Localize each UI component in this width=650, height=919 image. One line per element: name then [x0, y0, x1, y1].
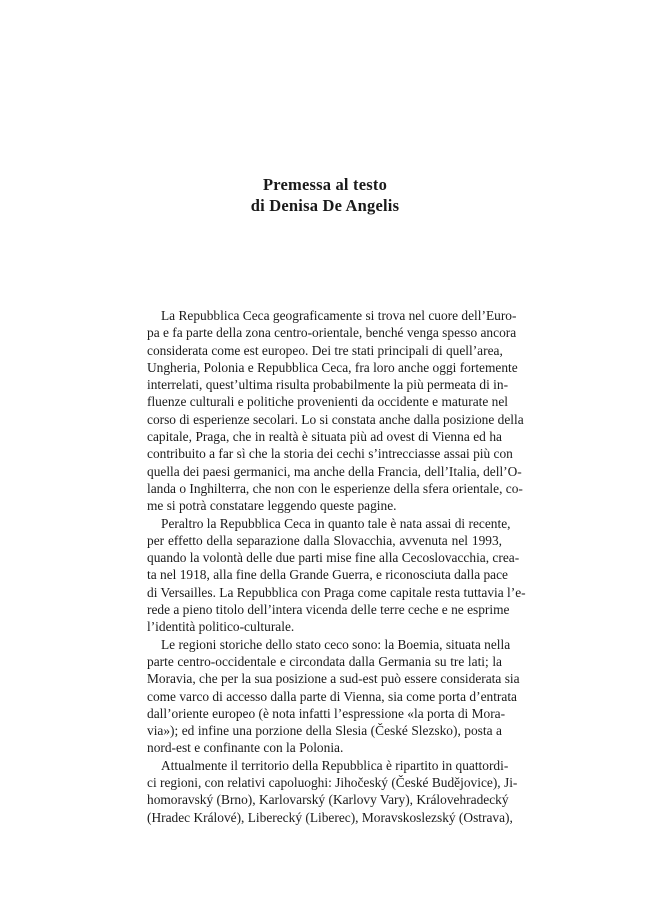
text-line: rede a pieno titolo dell’intera vicenda delle terre ceche e ne esprime [147, 602, 510, 618]
text-line: fluenze culturali e politiche provenienti da occidente e maturate nel [147, 394, 509, 410]
text-line: ci regioni, con relativi capoluoghi: Jihočeský (České Budějovice), Ji- [147, 775, 518, 791]
text-line: (Hradec Králové), Liberecký (Liberec), Moravskoslezský (Ostrava), [147, 809, 513, 825]
text-line: via»); ed infine una porzione della Slesia (České Slezsko), posta a [147, 723, 502, 739]
text-line: considerata come est europeo. Dei tre stati principali di quell’area, [147, 342, 503, 358]
text-line: Moravia, che per la sua posizione a sud-est può essere considerata sia [147, 671, 520, 687]
text-line: me si potrà constatare leggendo queste pagine. [147, 498, 397, 514]
paragraph [147, 515, 526, 636]
text-line: corso di esperienze secolari. Lo si constata anche dalla posizione della [147, 411, 524, 427]
text-line: pa e fa parte della zona centro-orientale, benché venga spesso ancora [147, 325, 517, 341]
heading-line-2: di Denisa De Angelis [250, 196, 400, 215]
text-line: capitale, Praga, che in realtà è situata più ad ovest di Vienna ed ha [147, 429, 502, 445]
text-line: Ungheria, Polonia e Repubblica Ceca, fra loro anche oggi fortemente [147, 359, 518, 375]
text-line: Le regioni storiche dello stato ceco sono: la Boemia, situata nella [161, 636, 511, 652]
text-line: La Repubblica Ceca geograficamente si trova nel cuore dell’Euro- [161, 308, 517, 323]
text-line: interrelati, quest’ultima risulta probabilmente la più permeata di in- [147, 377, 509, 393]
text-line: contribuito a far sì che la storia dei cechi s’intrecciasse assai più con [147, 446, 513, 462]
text-line: quella dei paesi germanici, ma anche della Francia, dell’Italia, dell’O- [147, 463, 522, 479]
text-line: parte centro-occidentale e circondata dalla Germania su tre lati; la [147, 653, 502, 669]
text-line: come varco di accesso dalla parte di Vienna, sia come porta d’entrata [147, 688, 518, 704]
text-line: Peraltro la Repubblica Ceca in quanto tale è nata assai di recente, [161, 515, 511, 531]
body-text [147, 307, 526, 826]
heading-line-1: Premessa al testo [262, 175, 388, 194]
text-line: nord-est e confinante con la Polonia. [147, 740, 344, 756]
text-line: l’identità politico-culturale. [147, 619, 295, 635]
text-line: Attualmente il territorio della Repubblica è ripartito in quattordi- [161, 757, 509, 773]
text-line: landa o Inghilterra, che non con le esperienze della sfera orientale, co- [147, 480, 523, 496]
paragraph [147, 636, 520, 757]
text-line: dall’oriente europeo (è nota infatti l’espressione «la porta di Mora- [147, 705, 506, 721]
text-line: ta nel 1918, alla fine della Grande Guerra, e riconosciuta dalla pace [147, 567, 509, 583]
text-line: di Versailles. La Repubblica con Praga come capitale resta tuttavia l’e- [147, 584, 526, 600]
text-line: per effetto della separazione dalla Slovacchia, avvenuta nel 1993, [147, 532, 502, 548]
paragraph [147, 307, 524, 515]
text-line: quando la volontà delle due parti mise fine alla Cecoslovacchia, crea- [147, 550, 520, 566]
chapter-heading [0, 174, 650, 216]
text-line: homoravský (Brno), Karlovarský (Karlovy Vary), Královehradecký [147, 792, 509, 808]
paragraph [147, 757, 518, 826]
